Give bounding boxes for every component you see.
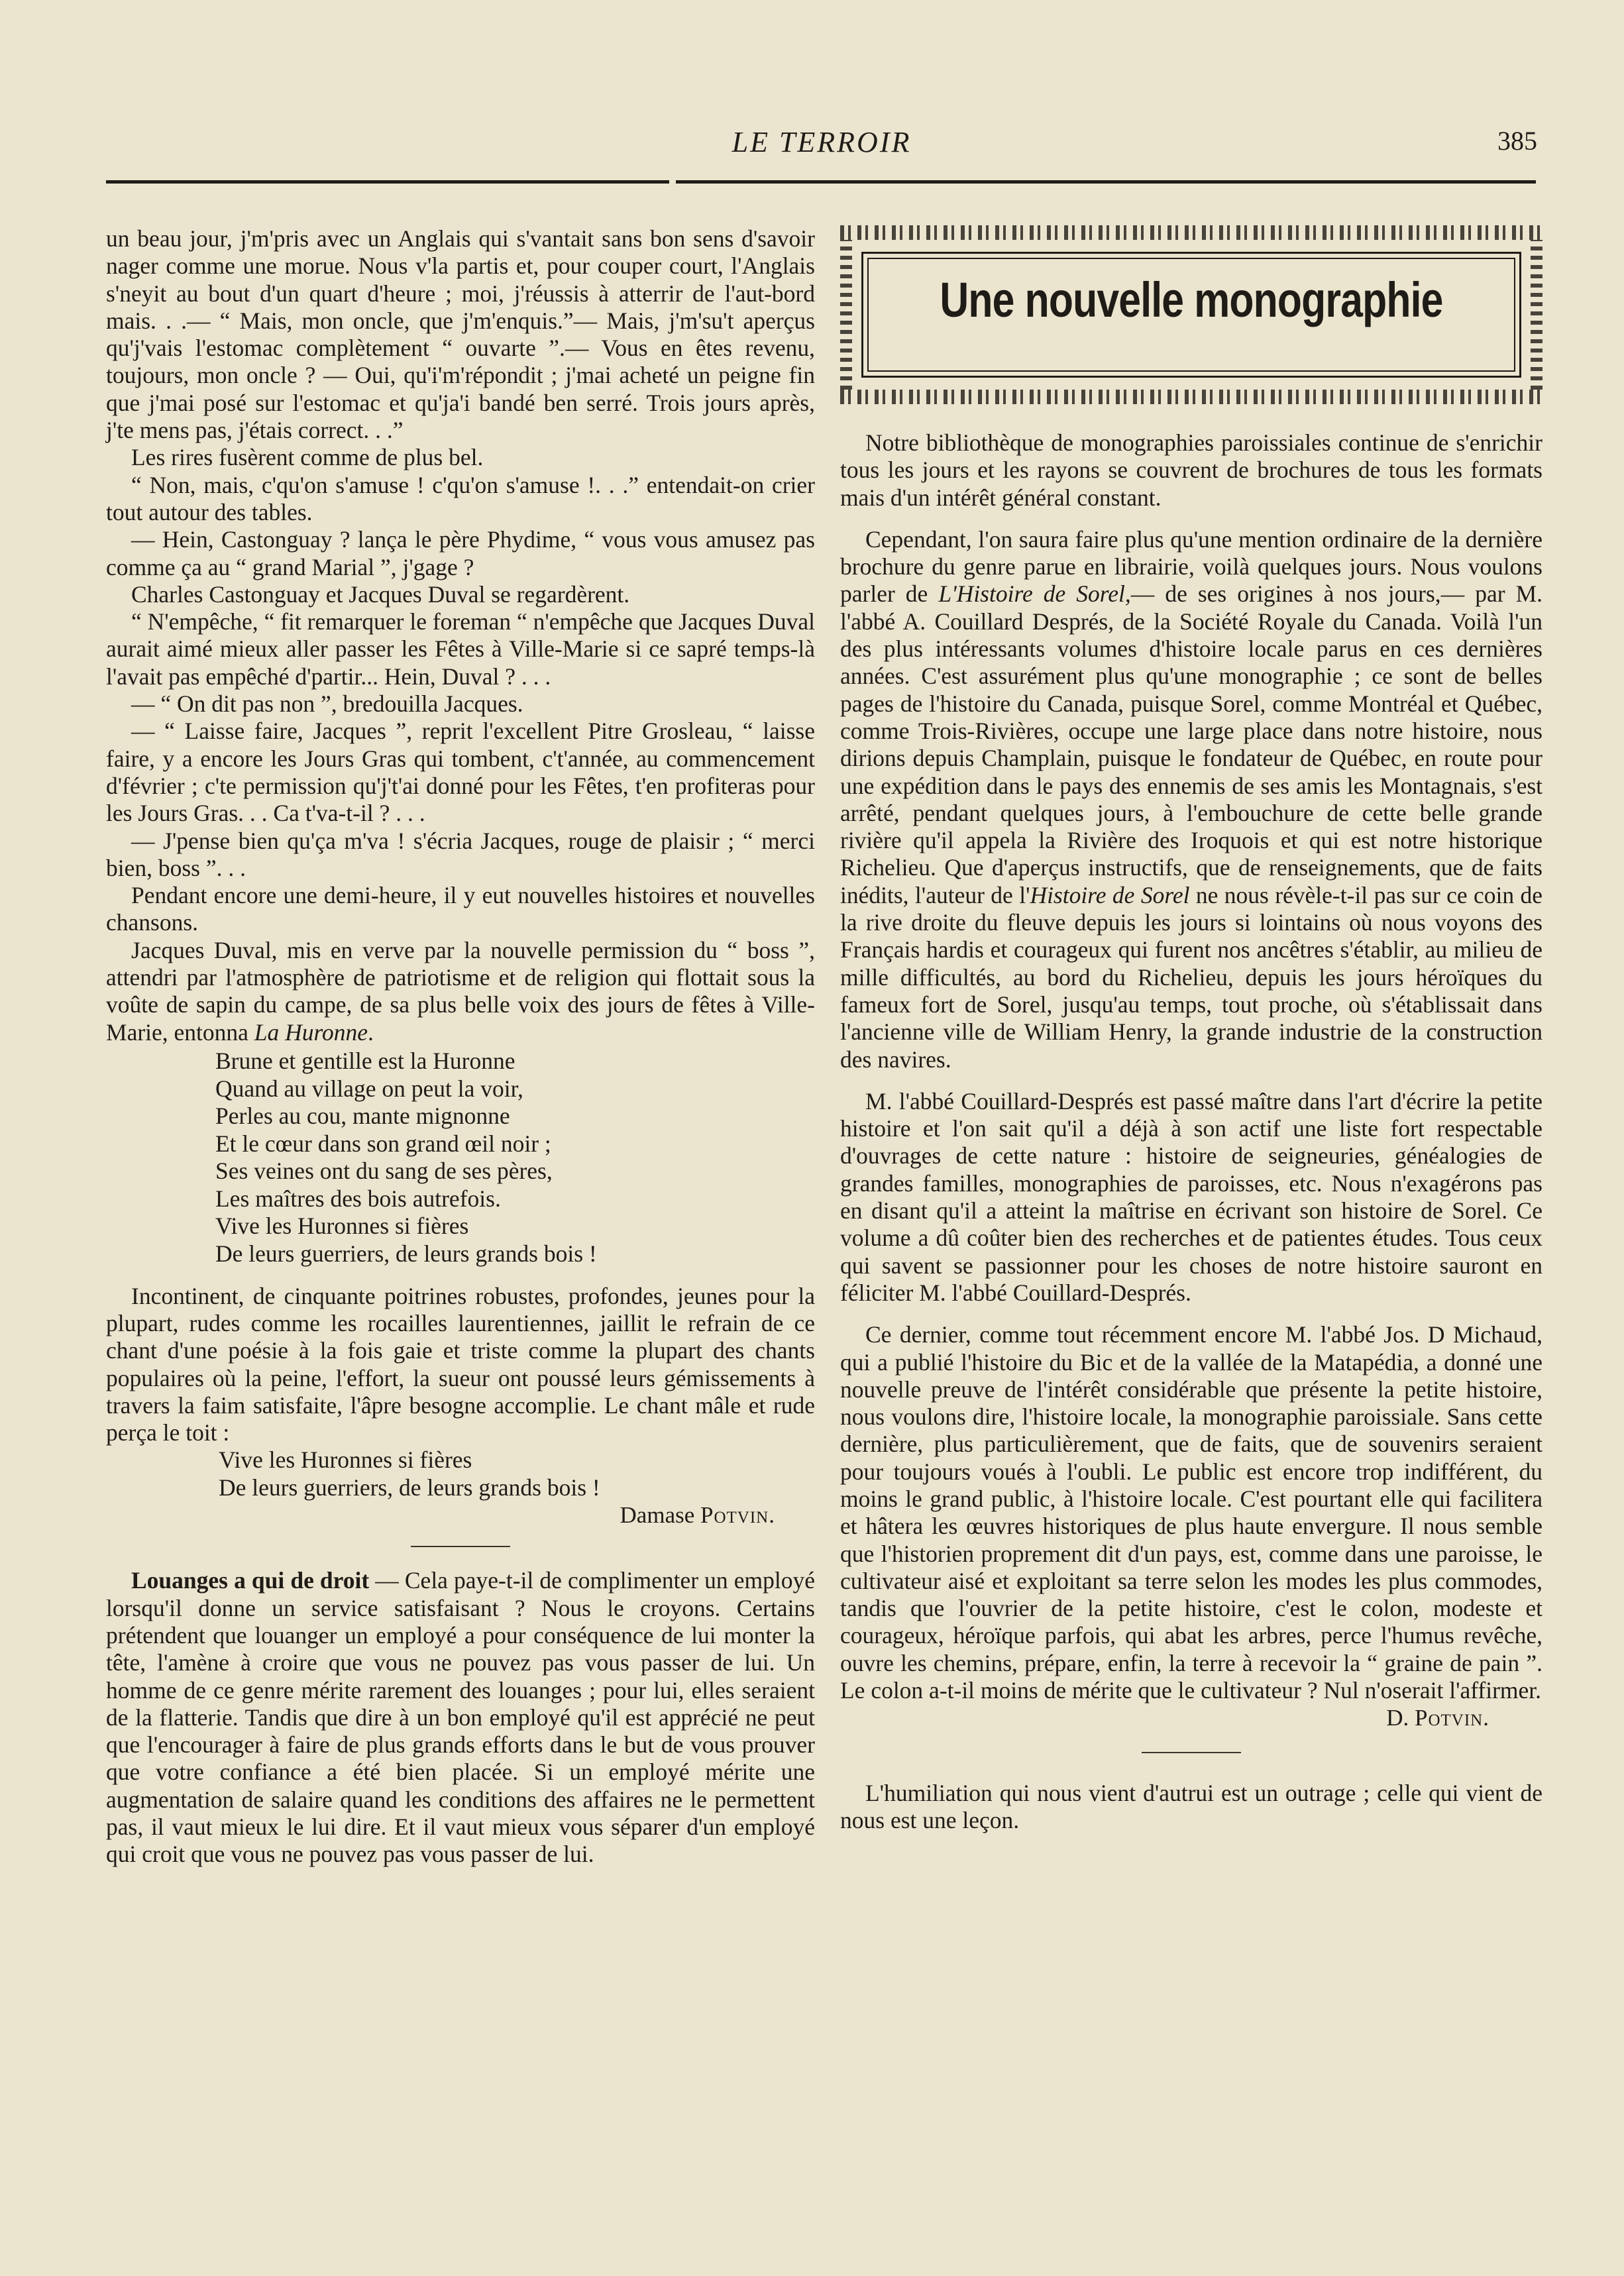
paragraph: Les rires fusèrent comme de plus bel. xyxy=(131,444,484,471)
refrain-line: De leurs guerriers, de leurs grands bois ! xyxy=(219,1474,600,1501)
book-title: Histoire de Sorel xyxy=(1030,881,1190,908)
signature xyxy=(840,1704,1543,1731)
paragraph: “ Non, mais, c'qu'on s'amuse ! c'qu'on s'amuse !. . .” entendait-on crier tout autour des tables. xyxy=(106,471,815,525)
paragraph: Charles Castonguay et Jacques Duval se regardèrent. xyxy=(131,580,630,608)
poem-line: Perles au cou, mante mignonne xyxy=(215,1103,510,1130)
article-title-box xyxy=(840,225,1543,404)
maxim: L'humiliation qui nous vient d'autrui est un outrage ; celle qui vient de nous est une leçon. xyxy=(840,1779,1543,1833)
signature-last: Potvin. xyxy=(1415,1705,1489,1731)
paragraph: un beau jour, j'm'pris avec un Anglais qui s'vantait sans bon sens d'savoir nager comme une morue. Nous v'la partis et, pour couper court, l'Anglais s'neyit au bout d'un quart d'heure ; moi, j'réussis à atterrir de l'aut-bord mais. . .— “ Mais, mon oncle, que j'm'enquis.”— Mais, j'm'su't aperçus qu'j'vais l'estomac complètement “ ouvarte ”.— Vous en êtes revenu, toujours, mon oncle ? — Oui, qu'i'm'répondit ; j'mai acheté un peigne fin que j'mai posé sur l'estomac et qu'ja'i bandé ben serré. Trois jours après, j'te mens pas, j'étais correct. . .” xyxy=(106,225,815,444)
ornament-border-left xyxy=(840,240,852,390)
section-divider xyxy=(1142,1752,1241,1753)
left-column xyxy=(106,225,815,1869)
paragraph: Notre bibliothèque de monographies paroissiales continue de s'enrichir tous les jours et les rayons se couvrent de brochures de tous les formats mais d'un intérêt général constant. xyxy=(840,429,1543,511)
poem-line: Ses veines ont du sang de ses pères, xyxy=(215,1158,553,1185)
page-header xyxy=(106,123,1537,162)
paragraph: “ N'empêche, “ fit remarquer le foreman “ n'empêche que Jacques Duval aurait aimé mieux aller passer les Fêtes à Ville-Marie si ce sapré temps-là l'avait pas empêché d'partir... Hein, Duval ? . . . xyxy=(106,608,815,690)
poem-line: Brune et gentille est la Huronne xyxy=(215,1047,515,1074)
paragraph: — “ On dit pas non ”, bredouilla Jacques. xyxy=(131,690,523,718)
paragraph-text: Cependant, l'on saura faire plus qu'une mention ordinaire de la dernière brochure du genre parue en librairie, voilà quelques jours. Nous voulons parler de xyxy=(840,525,1543,608)
ornament-border-bottom xyxy=(840,390,1543,404)
ornament-border-top xyxy=(840,225,1543,240)
poem-line: Quand au village on peut la voir, xyxy=(215,1075,523,1102)
paragraph: — J'pense bien qu'ça m'va ! s'écria Jacques, rouge de plaisir ; “ merci bien, boss ”. . . xyxy=(106,827,815,881)
ornament-border-right xyxy=(1531,240,1543,390)
paragraph: M. l'abbé Couillard-Després est passé maître dans l'art d'écrire la petite histoire et l'on sait qu'il a déjà à son actif une liste fort respectable d'ouvrages de cette nature : histoire de seigneuries, généalogies de grandes familles, monographies de paroisses, etc. Nous n'exagérons pas en disant qu'il a atteint la maîtrise en écrivant son histoire de Sorel. Ce volume a dû coûter bien des recherches et de patientes études. Tous ceux qui savent se passionner pour les choses de notre histoire sauront en féliciter M. l'abbé Couillard-Després. xyxy=(840,1087,1543,1306)
refrain xyxy=(219,1446,815,1501)
refrain-line: Vive les Huronnes si fières xyxy=(219,1446,472,1474)
article-title: Une nouvelle monographie xyxy=(940,272,1443,327)
paragraph: — “ Laisse faire, Jacques ”, reprit l'excellent Pitre Grosleau, “ laisse faire, y a encore les Jours Gras qui tombent, c't'année, au commencement d'février ; c'te permission qu'j't'ai donné pour les Fêtes, t'en profiteras pour les Jours Gras. . . Ca t'va-t-il ? . . . xyxy=(106,718,815,827)
book-title: L'Histoire de Sorel, xyxy=(938,580,1131,608)
poem xyxy=(215,1048,815,1268)
signature-first: D. xyxy=(1386,1705,1409,1731)
running-title: LE TERROIR xyxy=(731,126,912,158)
page-number: 385 xyxy=(1497,126,1537,156)
paragraph-text: ne nous révèle-t-il pas sur ce coin de la rive droite du fleuve depuis les jours si lointains où nous voyons des Français hardis et courageux qui furent nos ancêtres s'établir, au milieu de mille difficultés, au bord du Richelieu, depuis les jours héroïques du fameux fort de Sorel, jusqu'au temps, tout proche, où s'établissait dans l'ancienne ville de William Henry, la grande industrie de la construction des navires. xyxy=(840,881,1543,1073)
signature xyxy=(106,1501,815,1529)
paragraph: Jacques Duval, mis en verve par la nouvelle permission du “ boss ”, attendri par l'atmosphère de patriotisme et de religion qui flottait sous la voûte de sapin du campe, de sa plus belle voix des jours de fêtes à Ville-Marie, entonna La Huronne. xyxy=(106,936,815,1046)
poem-line: Et le cœur dans son grand œil noir ; xyxy=(215,1130,551,1157)
poem-line: De leurs guerriers, de leurs grands bois ! xyxy=(215,1240,597,1268)
section-body: — Cela paye-t-il de complimenter un employé lorsqu'il donne un service satisfaisant ? Nous le croyons. Certains prétendent que louanger un employé a pour conséquence de lui monter la tête, l'amène à croire que vous ne pouvez pas vous passer de lui. Un homme de ce genre mérite rarement des louanges ; pour lui, elles seraient de la flatterie. Tandis que dire à un bon employé qu'il est apprécié ne peut que l'encourager à faire de plus grands efforts dans le but de vous prouver que votre confiance a été bien placée. Si un employé mérite une augmentation de salaire quand les conditions des affaires ne le permettent pas, il vaut mieux le lui dire. Et il vaut mieux vous séparer d'un employé qui croit que vous ne pouvez pas vous passer de lui. xyxy=(106,1567,815,1868)
paragraph: — Hein, Castonguay ? lança le père Phydime, “ vous vous amusez pas comme ça au “ grand Marial ”, j'gage ? xyxy=(106,526,815,580)
paragraph: Incontinent, de cinquante poitrines robustes, profondes, jeunes pour la plupart, rudes comme les rocailles laurentiennes, jaillit le refrain de ce chant d'une poésie à la fois gaie et triste comme la plupart des chants populaires où la peine, l'effort, la sueur ont poussé leurs gémissements à travers la faim satisfaite, l'âpre besogne accomplie. Le chant mâle et rude perça le toit : xyxy=(106,1282,815,1446)
signature-first: Damase xyxy=(620,1502,695,1529)
section-title: Louanges a qui de droit xyxy=(131,1567,370,1594)
header-rule-left xyxy=(106,180,669,184)
poem-line: Vive les Huronnes si fières xyxy=(215,1213,469,1240)
paragraph xyxy=(106,1567,815,1868)
header-rule-right xyxy=(676,180,1536,184)
paragraph-text: Jacques Duval, mis en verve par la nouvelle permission du “ boss ”, attendri par l'atmosphère de patriotisme et de religion qui flottait sous la voûte de sapin du campe, de sa plus belle voix des jours de fêtes à Ville-Marie, entonna xyxy=(106,936,815,1046)
song-title: La Huronne xyxy=(254,1018,368,1046)
paragraph: Pendant encore une demi-heure, il y eut nouvelles histoires et nouvelles chansons. xyxy=(106,882,815,936)
paragraph xyxy=(840,526,1543,1073)
paragraph-text: — de ses origines à nos jours,— par M. l'abbé A. Couillard Després, de la Société Royale du Canada. Voilà l'un des plus intéressants volumes d'histoire locale parus en ces dernières années. C'est assurément plus qu'une monographie ; ce sont de belles pages de l'histoire du Canada, puisque Sorel, comme Montréal et Québec, comme Trois-Rivières, occupe une large place dans notre histoire, nous dirions depuis Champlain, puisque le fondateur de Québec, en route pour une expédition dans le pays des ennemis de ses amis les Montagnais, s'est arrêté, pendant quelques jours, à l'embouchure de cette belle grande rivière qu'il appela la Rivière des Iroquois et qui est notre historique Richelieu. Que d'aperçus instructifs, que de renseignements, que de faits inédits, l'auteur de l' xyxy=(840,580,1543,908)
paragraph: Ce dernier, comme tout récemment encore M. l'abbé Jos. D Michaud, qui a publié l'histoire du Bic et de la vallée de la Matapédia, a donné une nouvelle preuve de l'intérêt considérable que présente la petite histoire, nous voulons dire, l'histoire locale, la monographie paroissiale. Sans cette dernière, plus particulièrement, que de faits, que de souvenirs seraient pour toujours voués à l'oubli. Le public est encore trop indifférent, du moins le grand public, à l'histoire locale. C'est pourtant elle qui facilitera et hâtera les œuvres historiques de plus haute envergure. Il nous semble que l'historien proprement dit d'un pays, est, comme dans une paroisse, le cultivateur aisé et exploitant sa terre selon les modes les plus commodes, tandis que l'ouvrier de la petite histoire, c'est le colon, modeste et courageux, héroïque parfois, qui abat les arbres, perce l'humus revêche, ouvre les chemins, prépare, enfin, la terre à recevoir la “ graine de pain ”. Le colon a-t-il moins de mérite que le cultivateur ? Nul n'oserait l'affirmer. xyxy=(840,1321,1543,1704)
poem-line: Les maîtres des bois autrefois. xyxy=(215,1185,501,1212)
section-divider xyxy=(411,1546,510,1547)
signature-last: Potvin. xyxy=(700,1502,775,1529)
right-column xyxy=(840,225,1543,1834)
